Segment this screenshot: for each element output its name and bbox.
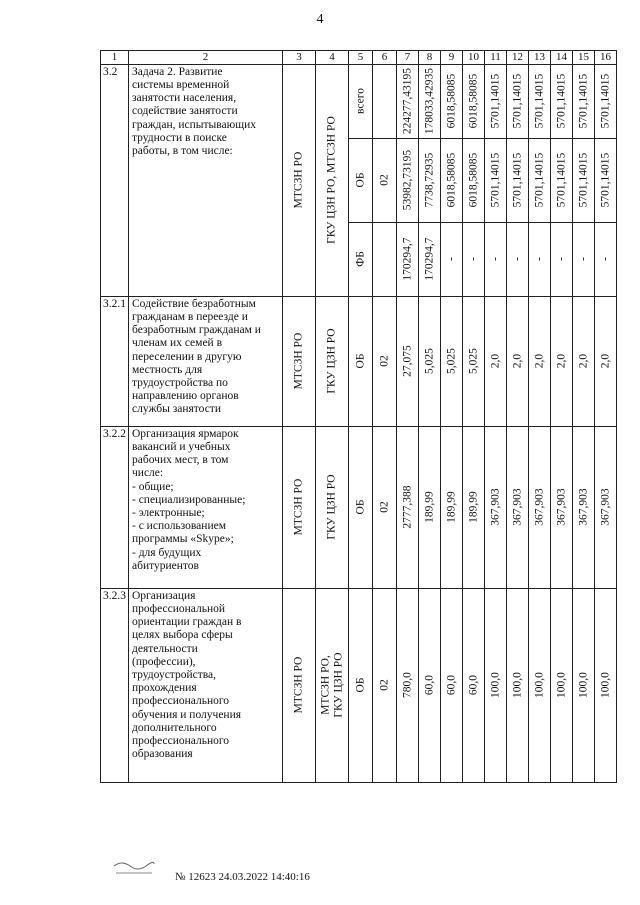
value-cell: 100,0 [551,588,573,782]
description-line: абитуриентов [132,559,199,572]
value-cell: 367,903 [551,426,573,588]
participant-cell: ГКУ ЦЗН РО, МТСЗН РО [316,64,349,296]
description-line: профессионального [132,735,230,748]
value-cell: 5701,14015 [485,64,507,138]
header-row [101,51,617,65]
value-cell: - [551,222,573,296]
table-row [101,588,617,782]
value-cell: 5,025 [419,296,441,426]
value-cell: 5,025 [463,296,485,426]
description-line: Организация ярмарок [132,427,239,440]
description-line: дополнительного [132,721,217,734]
value-cell: 367,903 [485,426,507,588]
value-cell: - [441,222,463,296]
column-header: 9 [441,51,463,65]
value-cell: 5701,14015 [573,138,595,222]
page-number: 4 [316,12,324,27]
value-cell: 2,0 [595,296,617,426]
value-cell: 170294,7 [397,222,419,296]
value-cell: 5701,14015 [485,138,507,222]
description-line: трудоустройства по [132,376,228,389]
description-line: - с использованием [132,520,226,533]
value-cell: 6018,58085 [441,64,463,138]
value-cell: 5701,14015 [573,64,595,138]
description-line: граждан, испытывающих [132,118,257,131]
value-cell: - [507,222,529,296]
budget-code [373,64,397,138]
budget-source: ОБ [349,296,373,426]
executor-cell: МТСЗН РО [283,296,316,426]
value-cell: 100,0 [529,588,551,782]
description-line: целях выбора сферы [132,629,233,642]
description-line: трудоустройства, [132,668,217,681]
column-header: 13 [529,51,551,65]
description-line: профессиональной [132,602,226,615]
row-description [129,296,283,426]
column-header: 11 [485,51,507,65]
value-cell: 367,903 [573,426,595,588]
value-cell: 5701,14015 [551,138,573,222]
description-line: системы временной [132,78,230,91]
column-header: 6 [373,51,397,65]
column-header: 15 [573,51,595,65]
column-header: 7 [397,51,419,65]
table-row [101,426,617,588]
row-number: 3.2.1 [101,296,129,426]
table-row [101,296,617,426]
value-cell: 189,99 [419,426,441,588]
value-cell: 367,903 [595,426,617,588]
value-cell: 5701,14015 [507,64,529,138]
description-line: службы занятости [132,403,221,416]
document-registration: № 12623 24.03.2022 14:40:16 [175,871,310,883]
value-cell: 60,0 [463,588,485,782]
value-cell: 2,0 [507,296,529,426]
budget-source: ОБ [349,138,373,222]
value-cell: 53982,73195 [397,138,419,222]
value-cell: 178033,42935 [419,64,441,138]
participant-cell: ГКУ ЦЗН РО [316,426,349,588]
value-cell: 367,903 [507,426,529,588]
description-line: переселении в другую [132,350,242,363]
value-cell: 5701,14015 [595,64,617,138]
value-cell: 60,0 [419,588,441,782]
budget-source: всего [349,64,373,138]
description-line: профессионального [132,695,230,708]
value-cell: 224277,43195 [397,64,419,138]
description-line: членам их семей в [132,337,223,350]
value-cell: 7738,72935 [419,138,441,222]
value-cell: 6018,58085 [463,64,485,138]
description-line: числе: [132,467,164,480]
description-line: - общие; [132,480,174,493]
value-cell: - [573,222,595,296]
value-cell: 189,99 [463,426,485,588]
budget-code: 02 [373,138,397,222]
value-cell: 27,075 [397,296,419,426]
column-header: 1 [101,51,129,65]
row-number: 3.2 [101,64,129,296]
description-line: рабочих мест, в том [132,454,229,467]
description-line: ориентации граждан в [132,616,242,629]
participant-cell: ГКУ ЦЗН РО [316,296,349,426]
column-header: 8 [419,51,441,65]
value-cell: - [595,222,617,296]
description-line: безработным гражданам и [132,324,261,337]
column-header: 16 [595,51,617,65]
value-cell: - [485,222,507,296]
value-cell: - [529,222,551,296]
executor-cell: МТСЗН РО [283,426,316,588]
column-header: 5 [349,51,373,65]
budget-source: ОБ [349,588,373,782]
value-cell: 100,0 [573,588,595,782]
description-line: вакансий и учебных [132,440,231,453]
program-table [100,50,617,783]
value-cell: 5,025 [441,296,463,426]
budget-source: ФБ [349,222,373,296]
column-header: 10 [463,51,485,65]
description-line: (профессии), [132,655,196,668]
budget-code: 02 [373,296,397,426]
description-line: трудности в поиске [132,131,227,144]
description-line: - специализированные; [132,493,246,506]
description-line: местность для [132,363,203,376]
description-line: программы «Skype»; [132,533,234,546]
value-cell: 6018,58085 [441,138,463,222]
stamp-icon [112,858,156,878]
column-header: 12 [507,51,529,65]
executor-cell: МТСЗН РО [283,588,316,782]
value-cell: 2777,388 [397,426,419,588]
budget-source: ОБ [349,426,373,588]
value-cell: 60,0 [441,588,463,782]
column-header: 14 [551,51,573,65]
row-description [129,588,283,782]
row-number: 3.2.2 [101,426,129,588]
value-cell: 5701,14015 [507,138,529,222]
column-header: 4 [316,51,349,65]
value-cell: - [463,222,485,296]
budget-code: 02 [373,588,397,782]
description-line: работы, в том числе: [132,144,233,157]
value-cell: 5701,14015 [529,64,551,138]
table-row [101,64,617,138]
description-line: содействие занятости [132,105,238,118]
column-header: 2 [129,51,283,65]
description-line: - для будущих [132,546,202,559]
description-line: образования [132,748,193,761]
executor-cell: МТСЗН РО [283,64,316,296]
description-line: деятельности [132,642,198,655]
description-line: - электронные; [132,506,205,519]
value-cell: 189,99 [441,426,463,588]
value-cell: 780,0 [397,588,419,782]
row-number: 3.2.3 [101,588,129,782]
budget-code: 02 [373,426,397,588]
value-cell: 100,0 [595,588,617,782]
description-line: Задача 2. Развитие [132,65,223,78]
description-line: направлению органов [132,390,239,403]
description-line: гражданам в переезде и [132,310,248,323]
row-description [129,426,283,588]
value-cell: 100,0 [485,588,507,782]
value-cell: 5701,14015 [529,138,551,222]
value-cell: 367,903 [529,426,551,588]
description-line: Организация [132,589,196,602]
value-cell: 2,0 [485,296,507,426]
value-cell: 100,0 [507,588,529,782]
value-cell: 2,0 [573,296,595,426]
value-cell: 2,0 [551,296,573,426]
value-cell: 5701,14015 [551,64,573,138]
value-cell: 5701,14015 [595,138,617,222]
description-line: прохождения [132,682,197,695]
value-cell: 170294,7 [419,222,441,296]
description-line: Содействие безработным [132,297,256,310]
description-line: занятости населения, [132,92,237,105]
value-cell: 6018,58085 [463,138,485,222]
column-header: 3 [283,51,316,65]
participant-cell: МТСЗН РО, ГКУ ЦЗН РО [316,588,349,782]
row-description [129,64,283,296]
budget-code [373,222,397,296]
value-cell: 2,0 [529,296,551,426]
description-line: обучения и получения [132,708,242,721]
